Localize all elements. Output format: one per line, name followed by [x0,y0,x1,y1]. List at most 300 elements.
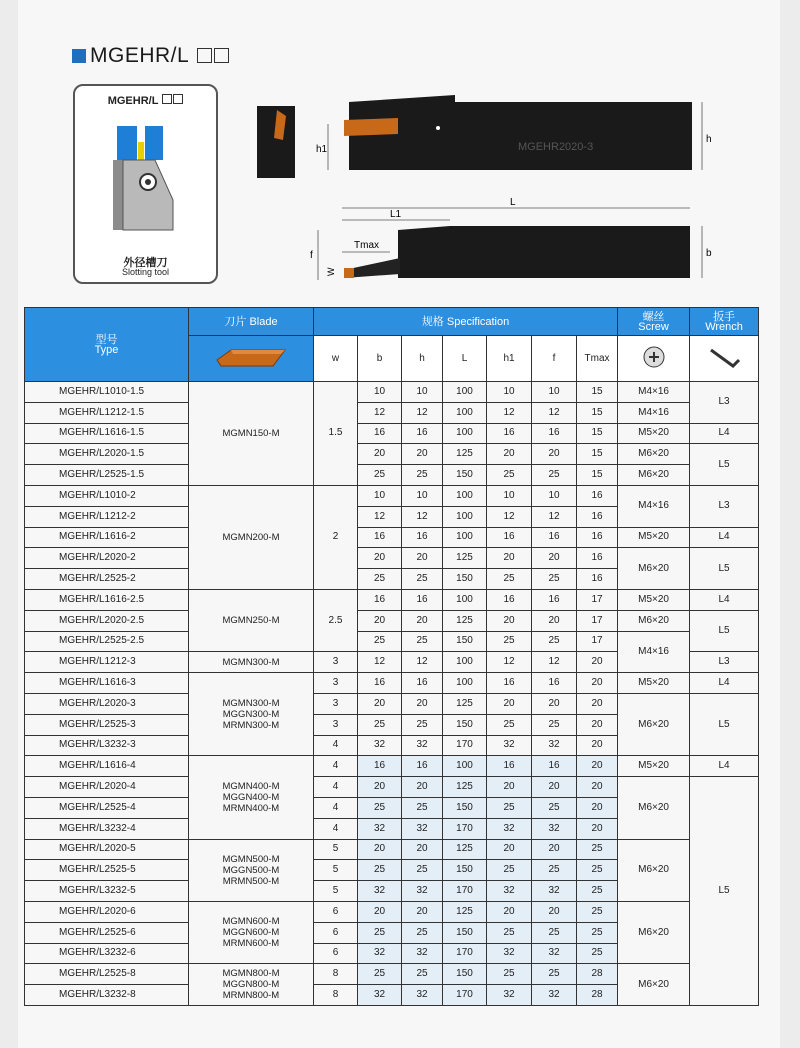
blade-model: MGGN800-M [222,979,280,991]
f-cell: 25 [532,631,577,652]
L-cell: 150 [443,797,487,818]
w-cell: 5 [314,839,358,860]
table-row [25,589,759,610]
tmax-cell: 17 [577,610,618,631]
b-cell: 20 [358,548,402,569]
L-cell: 100 [443,506,487,527]
col-h: h [402,336,443,382]
type-cell: MGEHR/L3232-4 [25,818,189,839]
wrench-cell: L5 [690,693,759,755]
table-row [25,382,759,403]
h1-cell: 16 [487,423,532,444]
screw-cell: M6×20 [618,777,690,839]
blade-model: MRMN500-M [222,875,280,887]
dim-L1: L1 [390,209,402,220]
tmax-cell: 15 [577,423,618,444]
b-cell: 25 [358,964,402,985]
w-cell: 3 [314,652,358,673]
L-cell: 150 [443,922,487,943]
dim-w: W [326,267,336,276]
card-title: MGEHR/L [75,94,216,107]
screw-cell: M5×20 [618,527,690,548]
header-spec: 规格 Specification [314,308,618,336]
f-cell: 16 [532,589,577,610]
type-cell: MGEHR/L1010-2 [25,485,189,506]
wrench-image-cell [690,336,759,382]
b-cell: 16 [358,673,402,694]
f-cell: 32 [532,985,577,1006]
L-cell: 100 [443,485,487,506]
screw-cell: M6×20 [618,964,690,1006]
type-cell: MGEHR/L3232-6 [25,943,189,964]
h1-cell: 25 [487,631,532,652]
h1-cell: 25 [487,964,532,985]
table-row [25,673,759,694]
col-tmax: Tmax [577,336,618,382]
h-cell: 20 [402,693,443,714]
h-cell: 10 [402,485,443,506]
header-blade: 刀片 Blade [189,308,314,336]
screw-cell: M5×20 [618,589,690,610]
h1-cell: 32 [487,818,532,839]
f-cell: 16 [532,527,577,548]
type-cell: MGEHR/L1010-1.5 [25,382,189,403]
type-cell: MGEHR/L1212-3 [25,652,189,673]
type-cell: MGEHR/L1616-4 [25,756,189,777]
end-view [257,106,295,178]
h-cell: 20 [402,901,443,922]
h-cell: 20 [402,839,443,860]
screw-cell: M4×16 [618,382,690,403]
f-cell: 25 [532,714,577,735]
blade-cell [189,756,314,839]
screw-cell: M4×16 [618,631,690,673]
L-cell: 150 [443,860,487,881]
h-cell: 25 [402,569,443,590]
tmax-cell: 16 [577,527,618,548]
table-row [25,444,759,465]
tmax-cell: 15 [577,382,618,403]
blade-model: MGMN400-M [222,780,280,792]
blade-model: MRMN400-M [222,802,280,814]
tmax-cell: 16 [577,548,618,569]
table-row [25,693,759,714]
blade-cell [189,673,314,756]
f-cell: 25 [532,465,577,486]
screw-cell: M6×20 [618,901,690,963]
h-cell: 12 [402,652,443,673]
screw-cell: M5×20 [618,423,690,444]
h-cell: 16 [402,423,443,444]
table-row [25,423,759,444]
h-cell: 25 [402,465,443,486]
h1-cell: 12 [487,402,532,423]
h1-cell: 10 [487,485,532,506]
L-cell: 125 [443,548,487,569]
blade-cell: MGMN150-M [189,382,314,486]
blade-cell [189,901,314,963]
h1-cell: 16 [487,527,532,548]
L-cell: 125 [443,777,487,798]
f-cell: 32 [532,881,577,902]
L-cell: 150 [443,964,487,985]
b-cell: 32 [358,818,402,839]
f-cell: 25 [532,922,577,943]
tmax-cell: 20 [577,673,618,694]
screw-cell: M6×20 [618,839,690,901]
w-cell: 6 [314,901,358,922]
h-cell: 16 [402,589,443,610]
wrench-cell: L5 [690,548,759,590]
tmax-cell: 17 [577,589,618,610]
L-cell: 100 [443,527,487,548]
w-cell: 4 [314,777,358,798]
type-cell: MGEHR/L1616-2 [25,527,189,548]
page-title: MGEHR/L [72,44,229,68]
b-cell: 16 [358,756,402,777]
blade-model: MGGN600-M [222,927,280,939]
blade-image-cell [189,336,314,382]
type-cell: MGEHR/L2020-4 [25,777,189,798]
type-cell: MGEHR/L2525-3 [25,714,189,735]
L-cell: 170 [443,985,487,1006]
f-cell: 20 [532,901,577,922]
h1-cell: 12 [487,652,532,673]
h1-cell: 20 [487,777,532,798]
f-cell: 25 [532,569,577,590]
wrench-cell: L3 [690,652,759,673]
tmax-cell: 16 [577,485,618,506]
type-cell: MGEHR/L1616-3 [25,673,189,694]
col-b: b [358,336,402,382]
h-cell: 32 [402,735,443,756]
L-cell: 150 [443,569,487,590]
tmax-cell: 25 [577,943,618,964]
side-view-blade [344,118,398,136]
screw-cell: M6×20 [618,465,690,486]
h-cell: 32 [402,818,443,839]
L-cell: 150 [443,631,487,652]
L-cell: 125 [443,693,487,714]
f-cell: 32 [532,818,577,839]
h1-cell: 32 [487,881,532,902]
w-cell: 1.5 [314,382,358,486]
w-cell: 2 [314,485,358,589]
dim-tmax: Tmax [354,240,379,251]
h-cell: 20 [402,548,443,569]
tmax-cell: 15 [577,465,618,486]
b-cell: 20 [358,610,402,631]
dim-h: h [706,134,712,145]
wrench-cell: L4 [690,673,759,694]
type-cell: MGEHR/L2020-1.5 [25,444,189,465]
f-cell: 12 [532,402,577,423]
table-row [25,527,759,548]
b-cell: 25 [358,631,402,652]
b-cell: 32 [358,985,402,1006]
w-cell: 3 [314,714,358,735]
h1-cell: 32 [487,943,532,964]
tmax-cell: 20 [577,693,618,714]
h-cell: 25 [402,714,443,735]
b-cell: 20 [358,444,402,465]
header-type: 型号 Type [25,308,189,382]
tmax-cell: 16 [577,569,618,590]
b-cell: 20 [358,839,402,860]
type-cell: MGEHR/L2020-5 [25,839,189,860]
h-cell: 25 [402,922,443,943]
wrench-cell: L3 [690,382,759,424]
b-cell: 10 [358,485,402,506]
h1-cell: 20 [487,610,532,631]
L-cell: 150 [443,714,487,735]
header-wrench: 扳手 Wrench [690,308,759,336]
f-cell: 20 [532,839,577,860]
blade-model: MGMN600-M [222,916,280,928]
screw-icon [641,344,667,370]
b-cell: 25 [358,860,402,881]
b-cell: 25 [358,569,402,590]
b-cell: 32 [358,943,402,964]
h-cell: 10 [402,382,443,403]
h-cell: 32 [402,985,443,1006]
blade-model: MRMN300-M [222,719,280,731]
f-cell: 20 [532,444,577,465]
w-cell: 6 [314,943,358,964]
b-cell: 12 [358,506,402,527]
table-row [25,631,759,652]
f-cell: 32 [532,735,577,756]
type-cell: MGEHR/L2525-1.5 [25,465,189,486]
type-cell: MGEHR/L2525-5 [25,860,189,881]
h-cell: 32 [402,881,443,902]
blade-model: MGGN500-M [222,864,280,876]
wrench-icon [707,344,741,370]
b-cell: 12 [358,402,402,423]
dim-b: b [706,248,712,259]
h-cell: 20 [402,777,443,798]
h-cell: 12 [402,402,443,423]
L-cell: 100 [443,756,487,777]
blade-cell [189,964,314,1006]
blade-model: MRMN800-M [222,990,280,1002]
h1-cell: 25 [487,465,532,486]
h-cell: 25 [402,860,443,881]
tmax-cell: 28 [577,985,618,1006]
L-cell: 125 [443,901,487,922]
h1-cell: 20 [487,839,532,860]
h1-cell: 25 [487,714,532,735]
screw-cell: M4×16 [618,485,690,527]
h1-cell: 32 [487,985,532,1006]
f-cell: 16 [532,423,577,444]
tmax-cell: 20 [577,777,618,798]
table-row [25,756,759,777]
h1-cell: 20 [487,548,532,569]
L-cell: 125 [443,839,487,860]
w-cell: 6 [314,922,358,943]
h-cell: 25 [402,631,443,652]
h1-cell: 32 [487,735,532,756]
type-cell: MGEHR/L3232-3 [25,735,189,756]
f-cell: 20 [532,548,577,569]
b-cell: 20 [358,777,402,798]
wrench-cell: L4 [690,527,759,548]
f-cell: 10 [532,382,577,403]
type-cell: MGEHR/L1212-1.5 [25,402,189,423]
h1-cell: 20 [487,444,532,465]
tmax-cell: 25 [577,839,618,860]
L-cell: 125 [443,610,487,631]
b-cell: 20 [358,693,402,714]
type-cell: MGEHR/L2525-8 [25,964,189,985]
tmax-cell: 17 [577,631,618,652]
blade-model: MGMN800-M [222,968,280,980]
blade-cell: MGMN300-M [189,652,314,673]
f-cell: 25 [532,797,577,818]
screw-cell: M5×20 [618,673,690,694]
h1-cell: 25 [487,569,532,590]
screw-cell: M6×20 [618,693,690,755]
screw-cell: M4×16 [618,402,690,423]
type-cell: MGEHR/L2020-2.5 [25,610,189,631]
h1-cell: 16 [487,756,532,777]
type-cell: MGEHR/L1212-2 [25,506,189,527]
f-cell: 20 [532,777,577,798]
h1-cell: 25 [487,860,532,881]
card-name-cn: 外径槽刀 [123,257,168,269]
blade-model: MRMN600-M [222,938,280,950]
w-cell: 8 [314,985,358,1006]
wrench-cell: L3 [690,485,759,527]
h-cell: 16 [402,527,443,548]
blade-model: MGMN300-M [222,697,280,709]
blade-model: MGGN300-M [222,708,280,720]
table-row [25,901,759,922]
table-row [25,402,759,423]
h-cell: 16 [402,673,443,694]
top-view-holder [398,226,690,278]
side-view-holder [349,95,692,170]
col-h1: h1 [487,336,532,382]
h1-cell: 25 [487,797,532,818]
h-cell: 25 [402,964,443,985]
w-cell: 2.5 [314,589,358,651]
w-cell: 5 [314,881,358,902]
placeholder-box-icon [197,48,212,63]
h1-cell: 20 [487,693,532,714]
tmax-cell: 20 [577,735,618,756]
f-cell: 16 [532,756,577,777]
L-cell: 100 [443,652,487,673]
type-cell: MGEHR/L3232-8 [25,985,189,1006]
h-cell: 20 [402,444,443,465]
tmax-cell: 16 [577,506,618,527]
L-cell: 170 [443,881,487,902]
b-cell: 32 [358,735,402,756]
h1-cell: 16 [487,673,532,694]
tmax-cell: 15 [577,444,618,465]
h1-cell: 12 [487,506,532,527]
L-cell: 100 [443,423,487,444]
screw-cell: M6×20 [618,444,690,465]
header-screw: 螺丝 Screw [618,308,690,336]
type-cell: MGEHR/L2525-2 [25,569,189,590]
wrench-cell: L5 [690,777,759,1006]
tmax-cell: 25 [577,922,618,943]
L-cell: 150 [443,465,487,486]
h-cell: 25 [402,797,443,818]
tmax-cell: 25 [577,881,618,902]
w-cell: 5 [314,860,358,881]
tmax-cell: 25 [577,901,618,922]
type-cell: MGEHR/L2525-6 [25,922,189,943]
top-view-blade [344,268,354,278]
table-row [25,465,759,486]
type-cell: MGEHR/L3232-5 [25,881,189,902]
technical-drawings [250,90,720,290]
f-cell: 25 [532,860,577,881]
L-cell: 100 [443,402,487,423]
b-cell: 20 [358,901,402,922]
type-cell: MGEHR/L2525-4 [25,797,189,818]
wrench-cell: L4 [690,756,759,777]
blade-cell: MGMN250-M [189,589,314,651]
wrench-cell: L4 [690,423,759,444]
tool-card [73,84,218,284]
L-cell: 100 [443,673,487,694]
type-cell: MGEHR/L1616-2.5 [25,589,189,610]
f-cell: 12 [532,506,577,527]
tmax-cell: 25 [577,860,618,881]
tmax-cell: 20 [577,818,618,839]
L-cell: 125 [443,444,487,465]
wrench-cell: L4 [690,589,759,610]
L-cell: 100 [443,589,487,610]
type-cell: MGEHR/L2020-6 [25,901,189,922]
b-cell: 32 [358,881,402,902]
blade-cell: MGMN200-M [189,485,314,589]
w-cell: 4 [314,735,358,756]
table-row [25,485,759,506]
col-w: w [314,336,358,382]
w-cell: 4 [314,756,358,777]
col-L: L [443,336,487,382]
w-cell: 3 [314,673,358,694]
h1-cell: 16 [487,589,532,610]
h1-cell: 10 [487,382,532,403]
screw-cell: M6×20 [618,610,690,631]
h-cell: 16 [402,756,443,777]
h1-cell: 25 [487,922,532,943]
col-f: f [532,336,577,382]
spec-table [24,307,759,1006]
f-cell: 12 [532,652,577,673]
L-cell: 100 [443,382,487,403]
blade-model: MGMN500-M [222,853,280,865]
screw-image-cell [618,336,690,382]
table-row [25,777,759,798]
holder-marking: MGEHR2020-3 [518,141,594,153]
b-cell: 12 [358,652,402,673]
table-row [25,548,759,569]
h-cell: 20 [402,610,443,631]
f-cell: 20 [532,693,577,714]
b-cell: 25 [358,714,402,735]
wrench-cell: L5 [690,610,759,652]
screw-cell: M5×20 [618,756,690,777]
w-cell: 4 [314,818,358,839]
